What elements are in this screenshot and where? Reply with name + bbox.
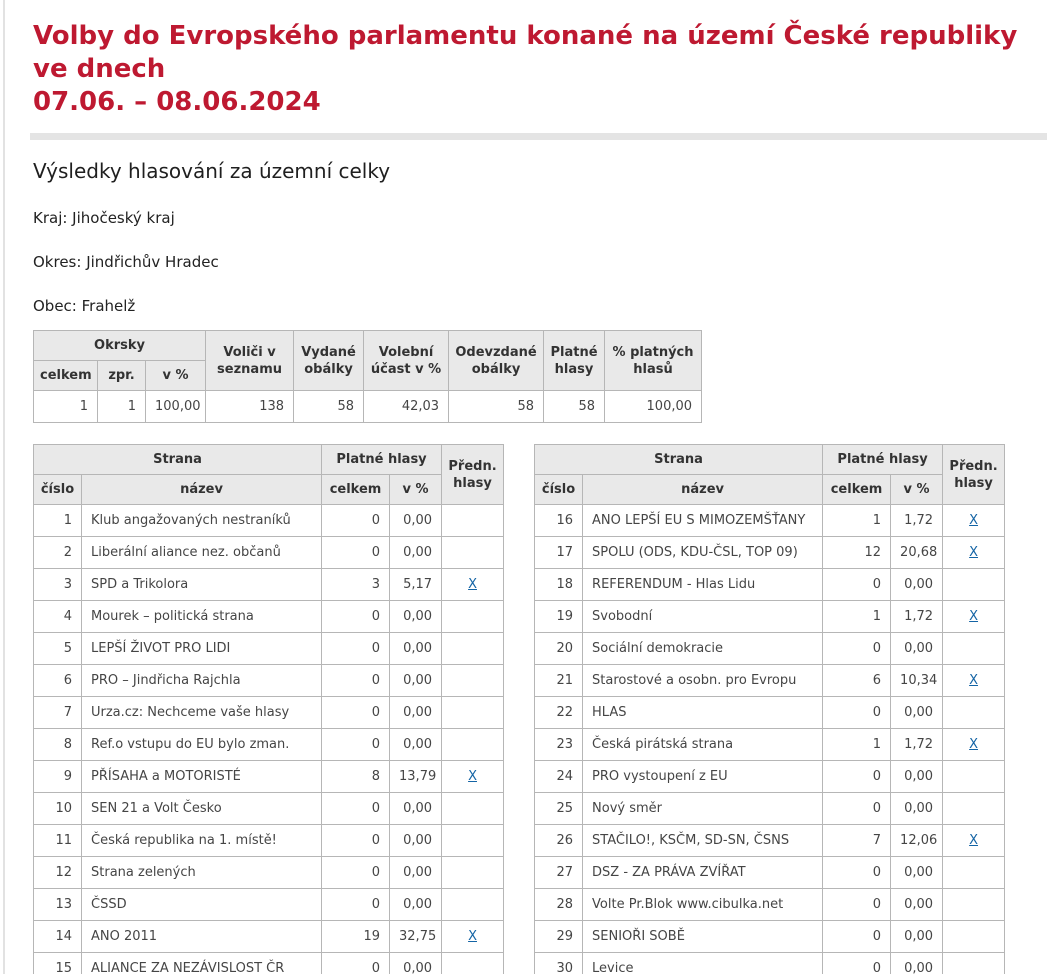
preferential-votes-link[interactable]: X xyxy=(468,577,477,592)
party-votes-total: 8 xyxy=(322,761,390,793)
party-row xyxy=(535,921,1005,953)
party-votes-pct: 0,00 xyxy=(390,665,442,697)
party-row xyxy=(535,761,1005,793)
party-row xyxy=(535,857,1005,889)
preferential-votes-cell xyxy=(943,537,1005,569)
party-votes-total: 1 xyxy=(823,729,891,761)
party-name: STAČILO!, KSČM, SD-SN, ČSNS xyxy=(583,825,823,857)
party-votes-total: 0 xyxy=(322,601,390,633)
preferential-votes-cell xyxy=(943,569,1005,601)
preferential-votes-cell xyxy=(943,505,1005,537)
party-name: Česká republika na 1. místě! xyxy=(82,825,322,857)
party-votes-total: 0 xyxy=(823,889,891,921)
party-row xyxy=(34,537,504,569)
party-row xyxy=(34,729,504,761)
party-number: 10 xyxy=(34,793,82,825)
party-name: DSZ - ZA PRÁVA ZVÍŘAT xyxy=(583,857,823,889)
party-votes-pct: 5,17 xyxy=(390,569,442,601)
party-header-celkem: celkem xyxy=(322,475,390,505)
party-number: 9 xyxy=(34,761,82,793)
party-votes-total: 12 xyxy=(823,537,891,569)
summary-value-vydane-obalky: 58 xyxy=(294,391,364,423)
party-tables-row xyxy=(33,444,1047,974)
party-votes-total: 7 xyxy=(823,825,891,857)
party-number: 7 xyxy=(34,697,82,729)
party-number: 5 xyxy=(34,633,82,665)
party-votes-total: 0 xyxy=(322,953,390,974)
preferential-votes-cell xyxy=(442,825,504,857)
party-row xyxy=(535,953,1005,974)
party-number: 24 xyxy=(535,761,583,793)
preferential-votes-cell xyxy=(943,633,1005,665)
party-votes-pct: 0,00 xyxy=(390,889,442,921)
party-votes-total: 0 xyxy=(322,729,390,761)
preferential-votes-cell xyxy=(442,601,504,633)
region-line-kraj: Kraj: Jihočeský kraj xyxy=(33,209,175,227)
party-votes-total: 0 xyxy=(823,697,891,729)
party-header-nazev: název xyxy=(82,475,322,505)
party-votes-total: 0 xyxy=(823,857,891,889)
party-votes-total: 0 xyxy=(322,633,390,665)
party-votes-pct: 0,00 xyxy=(390,793,442,825)
page-title-line1: Volby do Evropského parlamentu konané na území České republiky ve dnech xyxy=(33,21,1018,84)
party-votes-total: 0 xyxy=(823,569,891,601)
party-votes-total: 0 xyxy=(823,953,891,974)
region-line-okres: Okres: Jindřichův Hradec xyxy=(33,253,219,271)
party-number: 17 xyxy=(535,537,583,569)
party-header-celkem: celkem xyxy=(823,475,891,505)
party-number: 8 xyxy=(34,729,82,761)
party-votes-total: 0 xyxy=(322,665,390,697)
party-name: SENIOŘI SOBĚ xyxy=(583,921,823,953)
party-results-table-left xyxy=(33,444,504,974)
party-votes-pct: 20,68 xyxy=(891,537,943,569)
party-row xyxy=(34,633,504,665)
preferential-votes-cell xyxy=(943,793,1005,825)
party-number: 13 xyxy=(34,889,82,921)
party-votes-pct: 0,00 xyxy=(390,857,442,889)
party-number: 20 xyxy=(535,633,583,665)
party-name: PŘÍSAHA a MOTORISTÉ xyxy=(82,761,322,793)
party-votes-pct: 0,00 xyxy=(891,857,943,889)
party-number: 6 xyxy=(34,665,82,697)
summary-header-pct-platnych: % platných hlasů xyxy=(605,331,702,391)
party-header-strana: Strana xyxy=(535,445,823,475)
party-votes-pct: 1,72 xyxy=(891,505,943,537)
preferential-votes-link[interactable]: X xyxy=(468,929,477,944)
party-votes-pct: 32,75 xyxy=(390,921,442,953)
party-votes-pct: 0,00 xyxy=(390,505,442,537)
party-votes-pct: 0,00 xyxy=(891,921,943,953)
party-header-cislo: číslo xyxy=(535,475,583,505)
party-votes-pct: 0,00 xyxy=(390,537,442,569)
party-header-strana: Strana xyxy=(34,445,322,475)
party-name: Nový směr xyxy=(583,793,823,825)
preferential-votes-cell xyxy=(442,921,504,953)
party-name: Urza.cz: Nechceme vaše hlasy xyxy=(82,697,322,729)
party-votes-pct: 0,00 xyxy=(390,825,442,857)
party-name: PRO vystoupení z EU xyxy=(583,761,823,793)
party-row xyxy=(535,537,1005,569)
party-number: 29 xyxy=(535,921,583,953)
turnout-summary-table xyxy=(33,330,702,423)
party-row xyxy=(34,889,504,921)
party-votes-total: 1 xyxy=(823,505,891,537)
preferential-votes-cell xyxy=(943,729,1005,761)
party-number: 1 xyxy=(34,505,82,537)
party-name: Strana zelených xyxy=(82,857,322,889)
party-votes-pct: 0,00 xyxy=(891,793,943,825)
party-votes-total: 0 xyxy=(823,793,891,825)
summary-header-volici: Voliči v seznamu xyxy=(206,331,294,391)
party-number: 23 xyxy=(535,729,583,761)
preferential-votes-cell xyxy=(442,537,504,569)
party-name: HLAS xyxy=(583,697,823,729)
party-row xyxy=(34,505,504,537)
preferential-votes-cell xyxy=(943,665,1005,697)
party-row xyxy=(34,825,504,857)
summary-value-okrsky-vpct: 100,00 xyxy=(146,391,206,423)
summary-header-vydane-obalky: Vydané obálky xyxy=(294,331,364,391)
party-votes-pct: 1,72 xyxy=(891,601,943,633)
title-divider xyxy=(30,133,1047,140)
party-votes-pct: 0,00 xyxy=(390,729,442,761)
party-number: 4 xyxy=(34,601,82,633)
party-row xyxy=(535,697,1005,729)
party-votes-total: 3 xyxy=(322,569,390,601)
party-name: Liberální aliance nez. občanů xyxy=(82,537,322,569)
party-row xyxy=(535,569,1005,601)
preferential-votes-cell xyxy=(442,953,504,974)
party-number: 25 xyxy=(535,793,583,825)
party-votes-total: 0 xyxy=(322,825,390,857)
party-row xyxy=(34,857,504,889)
party-row xyxy=(535,505,1005,537)
party-name: Ref.o vstupu do EU bylo zman. xyxy=(82,729,322,761)
summary-header-zpr: zpr. xyxy=(98,361,146,391)
summary-value-platne-hlasy: 58 xyxy=(544,391,605,423)
summary-header-vpct: v % xyxy=(146,361,206,391)
preferential-votes-link[interactable]: X xyxy=(969,545,979,560)
party-votes-pct: 0,00 xyxy=(891,569,943,601)
party-number: 22 xyxy=(535,697,583,729)
party-number: 21 xyxy=(535,665,583,697)
party-number: 28 xyxy=(535,889,583,921)
party-votes-pct: 10,34 xyxy=(891,665,943,697)
party-row xyxy=(535,601,1005,633)
party-name: ČSSD xyxy=(82,889,322,921)
party-header-platne-hlasy: Platné hlasy xyxy=(322,445,442,475)
party-votes-pct: 0,00 xyxy=(390,601,442,633)
region-line-obec: Obec: Frahelž xyxy=(33,297,136,315)
preferential-votes-link[interactable]: X xyxy=(969,673,979,688)
party-header-nazev: název xyxy=(583,475,823,505)
summary-header-okrsky: Okrsky xyxy=(34,331,206,361)
preferential-votes-cell xyxy=(442,793,504,825)
preferential-votes-cell xyxy=(943,953,1005,974)
party-row xyxy=(34,761,504,793)
party-name: ANO LEPŠÍ EU S MIMOZEMŠŤANY xyxy=(583,505,823,537)
preferential-votes-cell xyxy=(442,761,504,793)
party-header-predn-hlasy: Předn. hlasy xyxy=(442,445,504,505)
party-votes-total: 6 xyxy=(823,665,891,697)
party-row xyxy=(535,729,1005,761)
party-name: Sociální demokracie xyxy=(583,633,823,665)
party-row xyxy=(535,633,1005,665)
party-name: PRO – Jindřicha Rajchla xyxy=(82,665,322,697)
party-number: 14 xyxy=(34,921,82,953)
preferential-votes-cell xyxy=(943,857,1005,889)
preferential-votes-link[interactable]: X xyxy=(969,609,979,624)
party-name: SPOLU (ODS, KDU-ČSL, TOP 09) xyxy=(583,537,823,569)
party-row xyxy=(535,793,1005,825)
party-number: 12 xyxy=(34,857,82,889)
party-votes-pct: 12,06 xyxy=(891,825,943,857)
preferential-votes-cell xyxy=(943,825,1005,857)
party-row xyxy=(34,921,504,953)
summary-header-celkem: celkem xyxy=(34,361,98,391)
party-name: Mourek – politická strana xyxy=(82,601,322,633)
preferential-votes-cell xyxy=(943,921,1005,953)
page-title xyxy=(33,20,1023,119)
party-name: Klub angažovaných nestraníků xyxy=(82,505,322,537)
party-name: Česká pirátská strana xyxy=(583,729,823,761)
preferential-votes-cell xyxy=(442,569,504,601)
party-votes-pct: 0,00 xyxy=(891,953,943,974)
party-votes-total: 19 xyxy=(322,921,390,953)
party-number: 16 xyxy=(535,505,583,537)
party-votes-total: 1 xyxy=(823,601,891,633)
party-header-vpct: v % xyxy=(891,475,943,505)
preferential-votes-link[interactable]: X xyxy=(969,513,979,528)
preferential-votes-cell xyxy=(442,697,504,729)
party-name: ANO 2011 xyxy=(82,921,322,953)
party-row xyxy=(34,601,504,633)
party-votes-total: 0 xyxy=(322,697,390,729)
preferential-votes-cell xyxy=(442,665,504,697)
party-number: 18 xyxy=(535,569,583,601)
party-name: LEPŠÍ ŽIVOT PRO LIDI xyxy=(82,633,322,665)
preferential-votes-cell xyxy=(943,889,1005,921)
party-number: 26 xyxy=(535,825,583,857)
party-votes-total: 0 xyxy=(322,857,390,889)
party-row xyxy=(34,953,504,974)
preferential-votes-cell xyxy=(943,601,1005,633)
party-row xyxy=(535,665,1005,697)
party-votes-pct: 0,00 xyxy=(891,697,943,729)
summary-value-okrsky-zpr: 1 xyxy=(98,391,146,423)
page-title-line2: 07.06. – 08.06.2024 xyxy=(33,87,321,117)
party-name: Levice xyxy=(583,953,823,974)
party-row xyxy=(34,665,504,697)
preferential-votes-link[interactable]: X xyxy=(468,769,477,784)
party-votes-total: 0 xyxy=(322,537,390,569)
preferential-votes-link[interactable]: X xyxy=(969,833,979,848)
party-results-table-right xyxy=(534,444,1005,974)
summary-header-ucast: Volební účast v % xyxy=(364,331,449,391)
party-votes-pct: 0,00 xyxy=(390,953,442,974)
summary-header-odevzdane-obalky: Odevzdané obálky xyxy=(449,331,544,391)
party-votes-total: 0 xyxy=(823,921,891,953)
preferential-votes-link[interactable]: X xyxy=(969,737,979,752)
section-title: Výsledky hlasování za územní celky xyxy=(33,159,391,183)
preferential-votes-cell xyxy=(943,761,1005,793)
party-row xyxy=(535,889,1005,921)
party-name: SEN 21 a Volt Česko xyxy=(82,793,322,825)
party-votes-total: 0 xyxy=(322,793,390,825)
party-votes-total: 0 xyxy=(322,889,390,921)
summary-value-ucast: 42,03 xyxy=(364,391,449,423)
party-name: SPD a Trikolora xyxy=(82,569,322,601)
summary-value-volici: 138 xyxy=(206,391,294,423)
party-name: Starostové a osobn. pro Evropu xyxy=(583,665,823,697)
party-row xyxy=(34,697,504,729)
party-header-predn-hlasy: Předn. hlasy xyxy=(943,445,1005,505)
party-votes-pct: 13,79 xyxy=(390,761,442,793)
party-header-cislo: číslo xyxy=(34,475,82,505)
party-number: 27 xyxy=(535,857,583,889)
party-number: 19 xyxy=(535,601,583,633)
party-row xyxy=(34,569,504,601)
party-votes-pct: 1,72 xyxy=(891,729,943,761)
party-name: Svobodní xyxy=(583,601,823,633)
preferential-votes-cell xyxy=(442,505,504,537)
party-votes-pct: 0,00 xyxy=(390,697,442,729)
summary-values-row xyxy=(34,391,702,423)
party-name: REFERENDUM - Hlas Lidu xyxy=(583,569,823,601)
preferential-votes-cell xyxy=(943,697,1005,729)
summary-value-odevzdane-obalky: 58 xyxy=(449,391,544,423)
party-votes-pct: 0,00 xyxy=(891,633,943,665)
preferential-votes-cell xyxy=(442,857,504,889)
party-number: 2 xyxy=(34,537,82,569)
party-row xyxy=(535,825,1005,857)
summary-header-platne-hlasy: Platné hlasy xyxy=(544,331,605,391)
party-votes-total: 0 xyxy=(322,505,390,537)
party-votes-pct: 0,00 xyxy=(891,761,943,793)
preferential-votes-cell xyxy=(442,889,504,921)
party-header-platne-hlasy: Platné hlasy xyxy=(823,445,943,475)
party-name: Volte Pr.Blok www.cibulka.net xyxy=(583,889,823,921)
preferential-votes-cell xyxy=(442,633,504,665)
party-votes-pct: 0,00 xyxy=(891,889,943,921)
party-votes-pct: 0,00 xyxy=(390,633,442,665)
party-number: 30 xyxy=(535,953,583,974)
summary-value-pct-platnych: 100,00 xyxy=(605,391,702,423)
party-votes-total: 0 xyxy=(823,761,891,793)
party-name: ALIANCE ZA NEZÁVISLOST ČR xyxy=(82,953,322,974)
party-votes-total: 0 xyxy=(823,633,891,665)
party-number: 15 xyxy=(34,953,82,974)
preferential-votes-cell xyxy=(442,729,504,761)
party-row xyxy=(34,793,504,825)
party-header-vpct: v % xyxy=(390,475,442,505)
party-number: 3 xyxy=(34,569,82,601)
summary-value-okrsky-celkem: 1 xyxy=(34,391,98,423)
party-number: 11 xyxy=(34,825,82,857)
